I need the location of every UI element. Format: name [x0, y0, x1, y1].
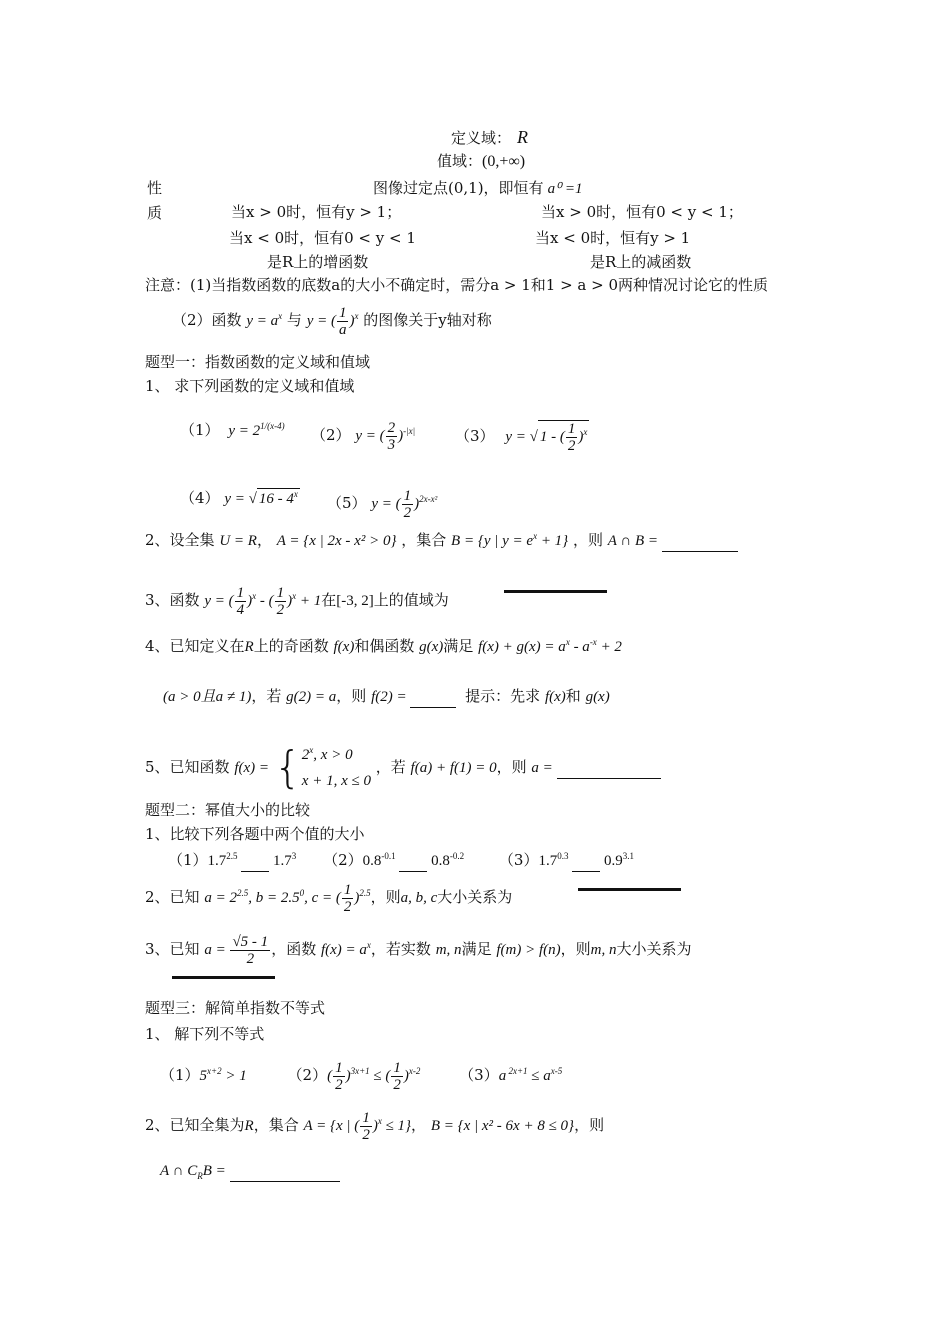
- s2-q3-f: $f(x) = a^x$: [320, 939, 371, 958]
- s1-q2-ans: A ∩ B =: [608, 533, 738, 549]
- s2-q3-mn: m, n: [435, 941, 462, 958]
- s2-cmp-2: $0.8^{-0.1}$ $0.8^{-0.2}$: [363, 853, 465, 869]
- s1-q4-cond: (a > 0且a ≠ 1): [163, 689, 252, 705]
- range-label: 值域：: [437, 152, 483, 170]
- s3-q2-r: R: [244, 1117, 254, 1134]
- s1-q5-cond: f(a) + f(1) = 0: [410, 760, 497, 776]
- formula-y-ax: $y = a^x$: [246, 310, 283, 329]
- s1-q5-cases: 2$^x$, x > 0 x + 1, x ≤ 0: [301, 745, 371, 789]
- s2-q2-answer-line: [578, 888, 681, 891]
- s1-q3-answer-line: [504, 590, 607, 593]
- s1-q4-eq: $f(x) + g(x) = a^x - a^{-x} + 2$: [478, 637, 622, 655]
- decreasing-prop-2: 当x < 0时，恒有y > 1: [535, 229, 691, 247]
- s1-q4-mid2: 和偶函数: [354, 637, 415, 655]
- s2-q2: 2、已知 $a = 2^{2.5}$, $b = 2.5^0$, c = ( $\frac{1}{2}$ )$^{2.5}$，则a, b, c大小关系为: [145, 882, 513, 915]
- s1-q2-set: ，集合: [401, 531, 447, 549]
- range-value: (0,+∞): [482, 153, 526, 170]
- fixed-point-text: 图像过定点(0,1)，即恒有: [373, 179, 544, 197]
- s1-q2-a: A = {x | 2x - x² > 0}: [276, 533, 397, 549]
- s1-q2: 2、设全集 U = R， A = {x | 2x - x² > 0} ，集合 B = {y | $y = e^x + 1$} ，则 A ∩ B =: [145, 530, 738, 552]
- s1-q4-ans: f(2) =: [371, 689, 456, 705]
- increasing-prop-1: 当x > 0时，恒有y > 1；: [231, 203, 402, 221]
- s2-q3-mid: ，若实数: [370, 939, 431, 958]
- s3-q2-answer: [160, 1160, 340, 1182]
- section-3-title: 题型三：解简单指数不等式: [145, 999, 326, 1017]
- s3-q2-b: B = {x | x² - 6x + 8 ≤ 0}: [430, 1117, 575, 1134]
- decreasing-prop-1: 当x > 0时，恒有0 < y < 1；: [541, 203, 743, 221]
- s3-q1-items: [160, 1060, 562, 1093]
- domain-value: R: [517, 127, 529, 147]
- side-label-1: 性: [147, 179, 163, 197]
- s2-q3-suffix: 大小关系为: [616, 939, 692, 958]
- s1-q4-line-2: [163, 686, 610, 708]
- range-line: [437, 151, 525, 172]
- decreasing-prop-3: 是R上的减函数: [590, 253, 692, 271]
- increasing-prop-3: 是R上的增函数: [267, 253, 369, 271]
- note-2-prefix: （2）函数: [172, 310, 242, 329]
- s3-label-3: （3）: [459, 1065, 499, 1084]
- s1-q2-prefix: 2、设全集: [145, 531, 215, 549]
- s3-q2: 2、已知全集为R，集合 A = {x | ( $\frac{1}{2}$ )$^x$ ≤ 1}， B = {x | x² - 6x + 8 ≤ 0}，则: [145, 1110, 605, 1143]
- s3-ineq-2: ( $\frac{1}{2}$ )$^{3x+1}$ ≤ ( $\frac{1}{2}$ )$^{x-2}$: [327, 1060, 421, 1093]
- note-line-2: [172, 305, 492, 338]
- note-2-suffix: 的图像关于y轴对称: [363, 310, 492, 329]
- s3-q2-then: ，则: [574, 1115, 605, 1134]
- s1-q3-interval: [-3, 2]: [336, 592, 374, 609]
- s1-q4-line-1: [145, 636, 622, 657]
- s2-label-3: （3）: [498, 851, 539, 869]
- increasing-prop-2: 当x < 0时，恒有0 < y < 1: [229, 229, 416, 247]
- s2-q2-defs: $a = 2^{2.5}$, $b = 2.5^0$, c = ( $\frac{1}{2}$ )$^{2.5}$: [204, 882, 371, 915]
- fixed-point-eq: a⁰ =1: [547, 181, 583, 197]
- s3-label-1: （1）: [160, 1065, 200, 1084]
- s1-q4-hint-f: f(x): [544, 689, 566, 705]
- s1-q3: 3、函数 y = ( $\frac{1}{4}$ )$^x$ - ( $\frac{1}{2}$ )$^x$ + 1在[-3, 2]上的值域为: [145, 585, 449, 618]
- s2-q2-prefix: 2、已知: [145, 887, 200, 906]
- section-3-q1: 1、 解下列不等式: [145, 1025, 265, 1043]
- s1-q5-then: ，则: [496, 758, 527, 776]
- formula-5: y = ( $\frac{1}{2}$ )$^{2x-x^2}$: [371, 488, 438, 521]
- note-line-1: 注意：(1)当指数函数的底数a的大小不确定时，需分a > 1和1 > a > 0两种情况讨论它的性质: [145, 276, 769, 294]
- section-1-title: 题型一：指数函数的定义域和值域: [145, 353, 371, 371]
- s2-q2-suffix: 大小关系为: [437, 887, 513, 906]
- s2-cmp-1: $1.7^{2.5}$ $1.7^3$: [208, 853, 297, 869]
- s1-q4-prefix: 4、已知定义在: [145, 637, 245, 655]
- section-2-title: 题型二：幂值大小的比较: [145, 801, 311, 819]
- s2-q3-then: ，则: [560, 939, 591, 958]
- label-2: （2）: [311, 425, 351, 444]
- s1-q5-brace: {: [273, 742, 302, 793]
- s1-q1-item-4: [180, 488, 300, 509]
- s2-label-1: （1）: [168, 851, 208, 869]
- label-5: （5）: [327, 493, 367, 512]
- s3-q2-prefix: 2、已知全集为: [145, 1115, 245, 1134]
- fixed-point-line: [373, 178, 582, 199]
- s1-q4-if: ，若: [251, 687, 282, 705]
- s2-q3-func: ，函数: [271, 939, 317, 958]
- s1-q3-formula: y = ( $\frac{1}{4}$ )$^x$ - ( $\frac{1}{2}$ )$^x$ + 1: [204, 585, 322, 618]
- label-4: （4）: [180, 489, 220, 507]
- s2-q3-cond: 满足: [461, 939, 492, 958]
- s2-cmp-3: $1.7^{0.3}$ $0.9^{3.1}$: [538, 853, 634, 869]
- s2-q3-prefix: 3、已知: [145, 939, 200, 958]
- s1-q2-b: B = {y | $y = e^x + 1$}: [451, 531, 569, 549]
- s1-q4-f: f(x): [333, 639, 355, 655]
- s1-q4-mid3: 满足: [443, 637, 474, 655]
- formula-3: y = √ 1 - ( $\frac{1}{2}$ )$^x$: [505, 421, 588, 454]
- s1-q4-g2: g(2) = a: [286, 689, 337, 705]
- s1-q5-prefix: 5、已知函数: [145, 758, 230, 776]
- s3-q2-a: A = {x | ( $\frac{1}{2}$ )$^x$ ≤ 1}: [303, 1110, 412, 1143]
- s1-q5-ans: a =: [531, 760, 660, 776]
- s2-q3-a: a = $\frac{√5 - 1}{2}$: [204, 934, 269, 967]
- s2-q2-vars: a, b, c: [400, 889, 438, 906]
- s1-q4-r: R: [244, 639, 254, 655]
- s2-q3-mn2: m, n: [590, 941, 617, 958]
- s1-q2-u: U = R: [219, 533, 257, 549]
- section-1-q1: 1、 求下列函数的定义域和值域: [145, 377, 355, 395]
- section-2-q1: 1、比较下列各题中两个值的大小: [145, 825, 365, 843]
- s3-ineq-1: $5^{x+2} > 1$: [199, 1065, 247, 1084]
- s1-q1-item-3: [455, 420, 589, 454]
- s1-q1-item-2: [311, 420, 415, 453]
- s1-q2-then: ，则: [572, 531, 603, 549]
- s2-q3: [145, 934, 692, 967]
- formula-4: y = √ 16 - 4$^x$: [224, 489, 298, 507]
- s1-q4-hint-g: g(x): [585, 689, 610, 705]
- s1-q1-item-1: [180, 420, 285, 441]
- s1-q5: [145, 742, 661, 794]
- formula-1: $y = 2^{1/(x-4)}$: [228, 421, 285, 439]
- s1-q1-item-5: [327, 488, 437, 521]
- s1-q3-suffix: 上的值域为: [373, 590, 449, 609]
- s1-q4-and: 和: [565, 687, 581, 705]
- domain-line: [451, 127, 528, 148]
- label-3: （3）: [455, 426, 495, 445]
- s3-ineq-3: a $^{2x+1} \le a^{x-5}$: [498, 1065, 563, 1084]
- s3-q2-expr: A ∩ $C_RB$ =: [160, 1163, 340, 1179]
- formula-2: y = ( $\frac{2}{3}$ )$^{-|x|}$: [355, 420, 416, 453]
- side-label-2: 质: [147, 204, 163, 222]
- s3-q2-set: ，集合: [253, 1115, 299, 1134]
- note-2-mid: 与: [286, 310, 302, 329]
- s1-q4-g: g(x): [419, 639, 444, 655]
- s1-q3-prefix: 3、函数: [145, 590, 200, 609]
- s2-q1-items: [168, 850, 634, 872]
- s1-q5-f: f(x) =: [234, 760, 270, 776]
- domain-label: 定义域：: [451, 129, 512, 147]
- s2-label-2: （2）: [323, 851, 363, 869]
- s1-q5-if: ，若: [375, 758, 406, 776]
- formula-y-inv: y = ( $\frac{1}{a}$ )$^x$: [306, 305, 359, 338]
- s2-q3-ineq: f(m) > f(n): [496, 941, 561, 958]
- s3-label-2: （2）: [287, 1065, 328, 1084]
- s1-q4-then: ，则: [336, 687, 367, 705]
- s2-q3-answer-line: [172, 976, 275, 979]
- s1-q4-mid1: 上的奇函数: [253, 637, 329, 655]
- label-1: （1）: [180, 421, 220, 439]
- s1-q4-hint: 提示：先求: [465, 687, 541, 705]
